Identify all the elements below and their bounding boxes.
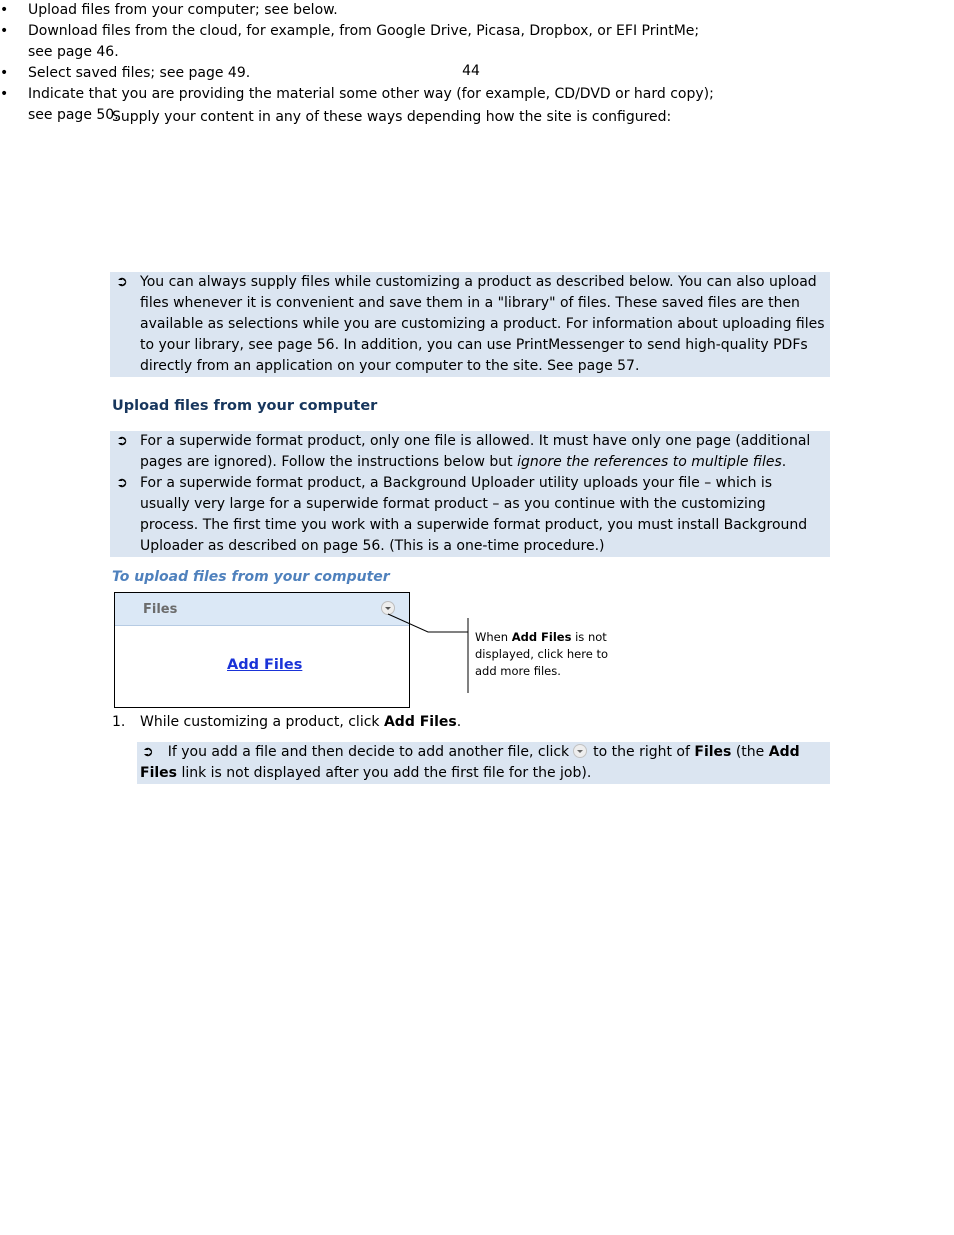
- files-title: Files: [143, 602, 178, 617]
- procedure-heading: To upload files from your computer: [112, 569, 390, 585]
- note-box-library: [110, 272, 830, 377]
- arrow-icon: ➲: [142, 744, 154, 760]
- note-box-superwide: [110, 431, 830, 557]
- arrow-icon: ➲: [116, 433, 128, 449]
- list-item: • Download files from the cloud, for example, from Google Drive, Picasa, Dropbox, or EFI PrintMe; see page 46.: [0, 23, 700, 60]
- dropdown-circle-icon: [573, 744, 587, 758]
- add-files-link[interactable]: Add Files: [227, 657, 303, 673]
- arrow-icon: ➲: [116, 475, 128, 491]
- bullet-icon: •: [0, 23, 9, 39]
- files-panel: [114, 592, 410, 708]
- bullet-icon: •: [0, 65, 9, 81]
- bullet-icon: •: [0, 2, 9, 18]
- note-box-add-another: [137, 742, 830, 784]
- list-item: • Indicate that you are providing the material some other way (for example, CD/DVD or hard copy); see page 50.: [0, 86, 714, 123]
- bullet-icon: •: [0, 86, 9, 102]
- step-number: 1.: [112, 714, 126, 730]
- bullet-list: [0, 0, 715, 126]
- callout-leader-line: [380, 600, 480, 700]
- note-item: ➲ You can always supply files while customizing a product as described below. You can also upload files whenever it is convenient and save them in a "library" of files. These saved files are then available as selections while you are customizing a product. For information about uploading files to your library, see page 56. In addition, you can use PrintMessenger to send high-quality PDFs directly from an application on your computer to the site. See page 57.: [110, 272, 826, 377]
- callout-text: When Add Files is not displayed, click here to add more files.: [475, 630, 608, 678]
- step-text: While customizing a product, click Add Files.: [140, 714, 462, 730]
- arrow-icon: ➲: [116, 274, 128, 290]
- intro-paragraph: Supply your content in any of these ways depending how the site is configured:: [112, 109, 672, 125]
- note-item: ➲ For a superwide format product, a Background Uploader utility uploads your file – which is usually very large for a superwide format product – as you continue with the customizing process. The first time you work with a superwide format product, you must install Background Uploader as described on page 56. (This is a one-time procedure.): [110, 473, 826, 557]
- note-item: ➲ If you add a file and then decide to add another file, click to the right of Files (the Add Files link is not displayed after you add the first file for the job).: [140, 744, 800, 781]
- page-number: 44: [462, 63, 480, 79]
- list-item: • Select saved files; see page 49.: [0, 63, 715, 84]
- note-item: ➲ For a superwide format product, only one file is allowed. It must have only one page (additional pages are ignored). Follow the instructions below but ignore the references to multiple files.: [110, 431, 826, 473]
- files-header: [115, 593, 409, 626]
- section-heading: Upload files from your computer: [112, 398, 378, 414]
- list-item: • Upload files from your computer; see below.: [0, 0, 715, 21]
